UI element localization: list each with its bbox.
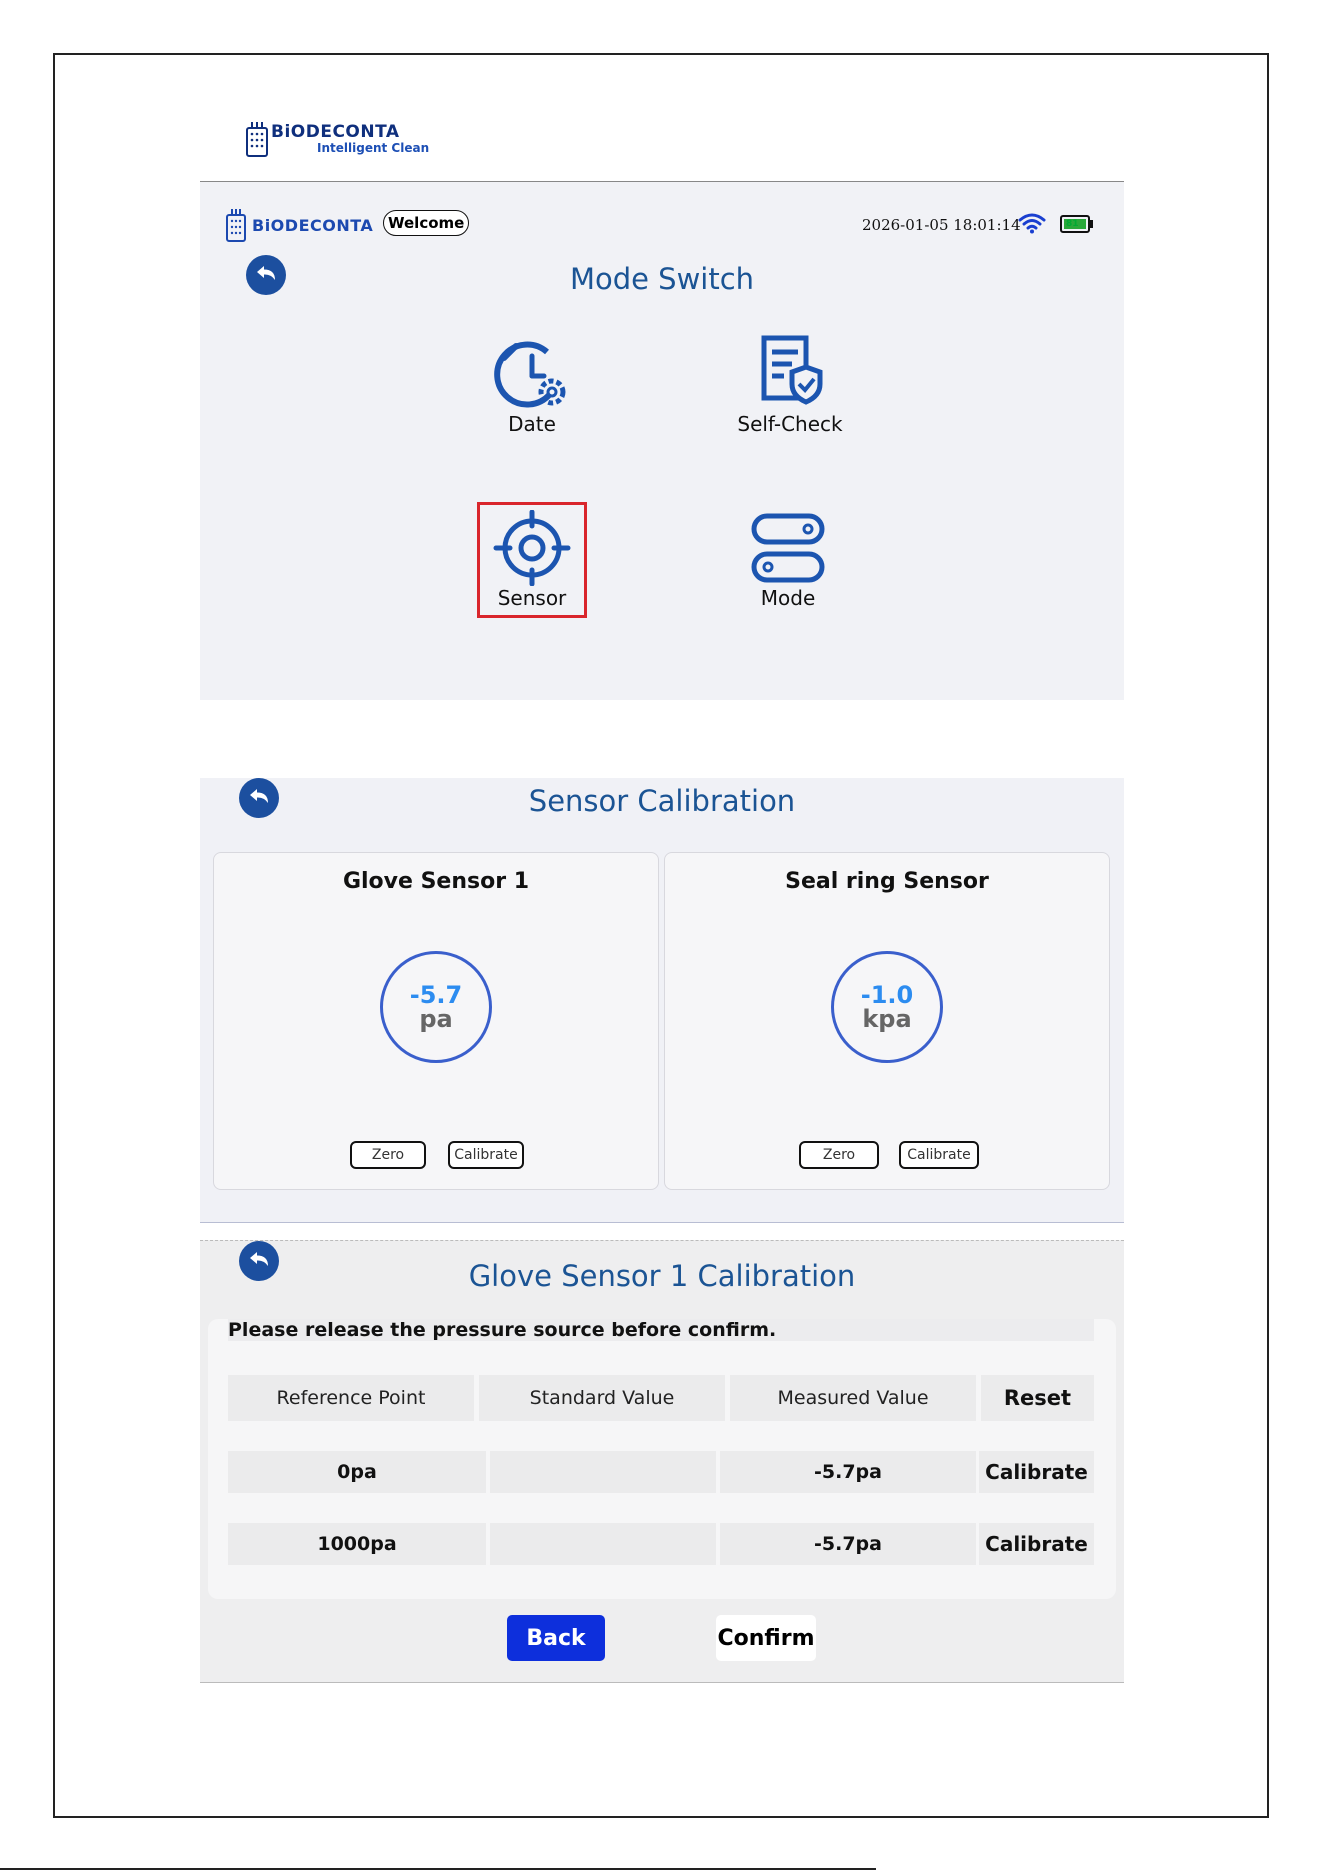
document-shield-icon	[750, 334, 830, 414]
header-standard-value: Standard Value	[479, 1375, 725, 1421]
page-title: Sensor Calibration	[528, 784, 796, 818]
sensor-label: Sensor	[497, 586, 567, 610]
doc-logo	[245, 120, 429, 158]
date-tile[interactable]	[472, 334, 592, 436]
confirm-button[interactable]: Confirm	[716, 1615, 816, 1661]
doc-logo-tagline: Intelligent Clean	[317, 141, 430, 155]
calibrate-button[interactable]: Calibrate	[979, 1523, 1094, 1565]
calibrate-button[interactable]: Calibrate	[979, 1451, 1094, 1493]
gauge-value: -1.0	[860, 981, 914, 1009]
page-title: Glove Sensor 1 Calibration	[468, 1259, 856, 1293]
header-brand: BiODECONTA	[252, 215, 374, 235]
standard-value-input[interactable]	[490, 1523, 716, 1565]
seal-ring-sensor-card	[664, 852, 1110, 1190]
measured-value-cell: -5.7pa	[720, 1451, 976, 1493]
clock-gear-icon	[492, 334, 572, 414]
calibrate-button[interactable]: Calibrate	[899, 1141, 979, 1169]
mode-tile[interactable]	[728, 510, 848, 610]
calibrate-button[interactable]: Calibrate	[448, 1141, 524, 1169]
divider	[200, 1682, 1124, 1683]
reset-button[interactable]: Reset	[981, 1375, 1094, 1421]
sensor-name: Seal ring Sensor	[785, 869, 989, 894]
self-check-tile[interactable]	[730, 334, 850, 436]
reference-point-cell: 0pa	[228, 1451, 486, 1493]
gauge-value: -5.7	[409, 981, 463, 1009]
divider	[200, 1222, 1124, 1223]
date-label: Date	[508, 412, 556, 436]
logo-device-icon	[245, 120, 269, 158]
reference-point-cell: 1000pa	[228, 1523, 486, 1565]
header-logo	[226, 207, 373, 243]
logo-device-icon	[226, 207, 246, 243]
sensor-name: Glove Sensor 1	[342, 869, 530, 894]
mode-switch-screen	[200, 182, 1124, 700]
datetime-display: 2026-01-05 18:01:14	[862, 216, 1021, 234]
wifi-icon	[1018, 212, 1046, 234]
toggle-switches-icon	[748, 510, 828, 586]
zero-button[interactable]: Zero	[350, 1141, 426, 1169]
pressure-gauge	[831, 951, 943, 1063]
page-title: Mode Switch	[569, 262, 755, 296]
battery-icon	[1060, 215, 1092, 231]
notice-text: Please release the pressure source before confirm.	[228, 1319, 1094, 1341]
pressure-gauge	[380, 951, 492, 1063]
doc-logo-brand: BiODECONTA	[271, 122, 400, 142]
footer-rule	[0, 1868, 876, 1870]
sensor-calibration-screen	[200, 778, 1124, 1222]
standard-value-input[interactable]	[490, 1451, 716, 1493]
sensor-tile[interactable]	[472, 510, 592, 610]
crosshair-icon	[492, 510, 572, 586]
welcome-badge[interactable]: Welcome	[383, 210, 469, 236]
gauge-unit: kpa	[862, 1005, 912, 1033]
mode-label: Mode	[760, 586, 816, 610]
battery-level: 81	[1066, 219, 1079, 229]
back-button[interactable]: Back	[507, 1615, 605, 1661]
gauge-unit: pa	[419, 1005, 453, 1033]
zero-button[interactable]: Zero	[799, 1141, 879, 1169]
header-measured-value: Measured Value	[730, 1375, 976, 1421]
header-reference-point: Reference Point	[228, 1375, 474, 1421]
glove-sensor-card	[213, 852, 659, 1190]
self-check-label: Self-Check	[737, 412, 843, 436]
measured-value-cell: -5.7pa	[720, 1523, 976, 1565]
glove-calibration-screen	[200, 1240, 1124, 1683]
